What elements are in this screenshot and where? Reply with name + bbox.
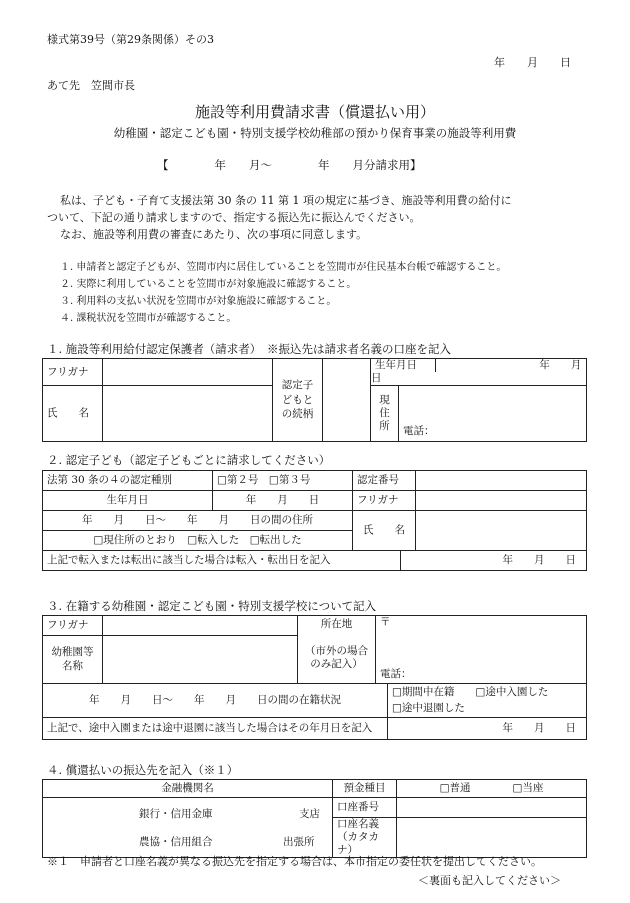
child-table <box>42 470 587 571</box>
address-field[interactable] <box>399 386 587 442</box>
bank-table <box>42 779 587 858</box>
account-no-label: 口座番号 <box>333 798 397 818</box>
birthdate-label: 生年月日 <box>371 359 436 372</box>
relation-label: 認定子どもとの続柄 <box>273 359 323 442</box>
consent-item: ３. 利用料の支払い状況を笠間市が対象施設に確認すること。 <box>60 296 337 307</box>
section4-heading: ４. 償還払いの振込先を記入（※１） <box>47 763 239 777</box>
child-birthdate-field[interactable]: 年 月 日 <box>213 491 353 511</box>
back-note: ＜裏面も記入してください＞ <box>418 874 561 887</box>
guardian-table <box>42 358 603 442</box>
footnote: ※１ 申請者と口座名義が異なる振込先を指定する場合は、本市指定の委任状を提出してください。 <box>47 855 542 868</box>
deposit-type-label: 預金種目 <box>333 780 397 798</box>
office-label: 出張所 <box>283 835 315 848</box>
address-options[interactable]: □現住所のとおり □転入した □転出した <box>43 531 353 551</box>
bank-line: 銀行・信用金庫 <box>139 807 213 820</box>
location-label: 所在地 <box>320 618 353 630</box>
child-name-label: 氏 名 <box>353 511 416 551</box>
opt-midway-leave[interactable]: □途中退園した <box>392 701 465 714</box>
location-cell <box>298 616 376 684</box>
intro-line-3: なお、施設等利用費の審査にあたり、次の事項に同意します。 <box>60 228 368 241</box>
intro-line-1: 私は、子ども・子育て支援法第 30 条の 11 第 1 項の規定に基づき、施設等利用費の給付に <box>60 194 512 207</box>
consent-item: １. 申請者と認定子どもが、笠間市内に居住していることを笠間市が住民基本台帳で確認すること。 <box>60 262 507 273</box>
facility-address-field[interactable] <box>376 636 587 684</box>
agri-line: 農協・信用組合 <box>139 835 213 848</box>
postal-mark: 〒 <box>380 616 391 628</box>
section2-heading: ２. 認定子ども（認定子どもごとに請求してください） <box>47 453 331 467</box>
facility-name-field[interactable] <box>103 636 298 684</box>
facility-furigana-label: フリガナ <box>43 616 103 636</box>
address-label: 現住所 <box>371 386 399 442</box>
cert-no-label: 認定番号 <box>353 471 416 491</box>
bank-name-label: 金融機関名 <box>43 780 333 798</box>
intro-line-2: ついて、下記の通り請求しますので、指定する振込先に振込んでください。 <box>47 211 421 224</box>
cert-no-field[interactable] <box>416 471 587 491</box>
midway-date-field[interactable]: 年 月 日 <box>388 718 587 740</box>
bank-name-field[interactable] <box>43 798 333 858</box>
child-furigana-field[interactable] <box>416 491 587 511</box>
child-furigana-label: フリガナ <box>353 491 416 511</box>
child-name-field[interactable] <box>416 511 587 551</box>
guardian-name-field[interactable] <box>103 386 273 442</box>
enroll-period: 年 月 日～ 年 月 日の間の在籍状況 <box>43 684 388 718</box>
enroll-options[interactable] <box>388 684 587 718</box>
midway-note: 上記で、途中入園または途中退園に該当した場合はその年月日を記入 <box>43 718 388 740</box>
outside-city-note: （市外の場合のみ記入） <box>305 645 368 671</box>
account-no-field[interactable] <box>397 798 587 818</box>
section3-heading: ３. 在籍する幼稚園・認定こども園・特別支援学校について記入 <box>47 599 377 613</box>
addressee: あて先 笠間市長 <box>47 79 135 92</box>
opt-enrolled[interactable]: □期間中在籍 <box>392 686 455 699</box>
opt-midway-enter[interactable]: □途中入園した <box>475 686 549 699</box>
facility-name-label: 幼稚園等名称 <box>43 636 103 684</box>
date-line: 年 月 日 <box>494 56 571 69</box>
facility-furigana-field[interactable] <box>103 616 298 636</box>
page-subtitle: 幼稚園・認定こども園・特別支援学校幼稚部の預かり保育事業の施設等利用費 <box>113 126 517 140</box>
section1-heading: １. 施設等利用給付認定保護者（請求者） ※振込先は請求者名義の口座を記入 <box>47 342 452 356</box>
page-title: 施設等利用費請求書（償還払い用） <box>194 103 435 121</box>
phone-label: 電話： <box>403 425 435 438</box>
consent-item: ４. 課税状況を笠間市が確認すること。 <box>60 313 237 324</box>
child-birthdate-label: 生年月日 <box>43 491 213 511</box>
moving-note: 上記で転入または転出に該当した場合は転入・転出日を記入 <box>43 551 401 571</box>
name-label: 氏 名 <box>43 386 103 442</box>
relation-field[interactable] <box>323 359 371 442</box>
address-period: 年 月 日～ 年 月 日の間の住所 <box>43 511 353 531</box>
guardian-furigana-field[interactable] <box>103 359 273 386</box>
branch-label: 支店 <box>299 807 320 820</box>
moving-date-field[interactable]: 年 月 日 <box>401 551 587 571</box>
postal-field[interactable] <box>376 616 587 636</box>
account-name-field[interactable] <box>397 818 587 858</box>
form-number: 様式第39号（第29条関係）その3 <box>47 33 214 46</box>
facility-phone-label: 電話： <box>380 667 412 680</box>
facility-table <box>42 615 587 740</box>
account-name-label: 口座名義（カタカナ） <box>333 818 397 858</box>
consent-item: ２. 実際に利用していることを笠間市が対象施設に確認すること。 <box>60 279 357 290</box>
category-options[interactable]: □第２号 □第３号 <box>213 471 353 491</box>
deposit-options[interactable]: □普通 □当座 <box>397 780 587 798</box>
birthdate-row <box>371 359 603 386</box>
furigana-label: フリガナ <box>43 359 103 386</box>
birthdate-field[interactable]: 年 月 日 <box>371 359 603 385</box>
category-label: 法第 30 条の４の認定種別 <box>43 471 213 491</box>
period-line: 【 年 月～ 年 月分請求用】 <box>157 158 422 172</box>
